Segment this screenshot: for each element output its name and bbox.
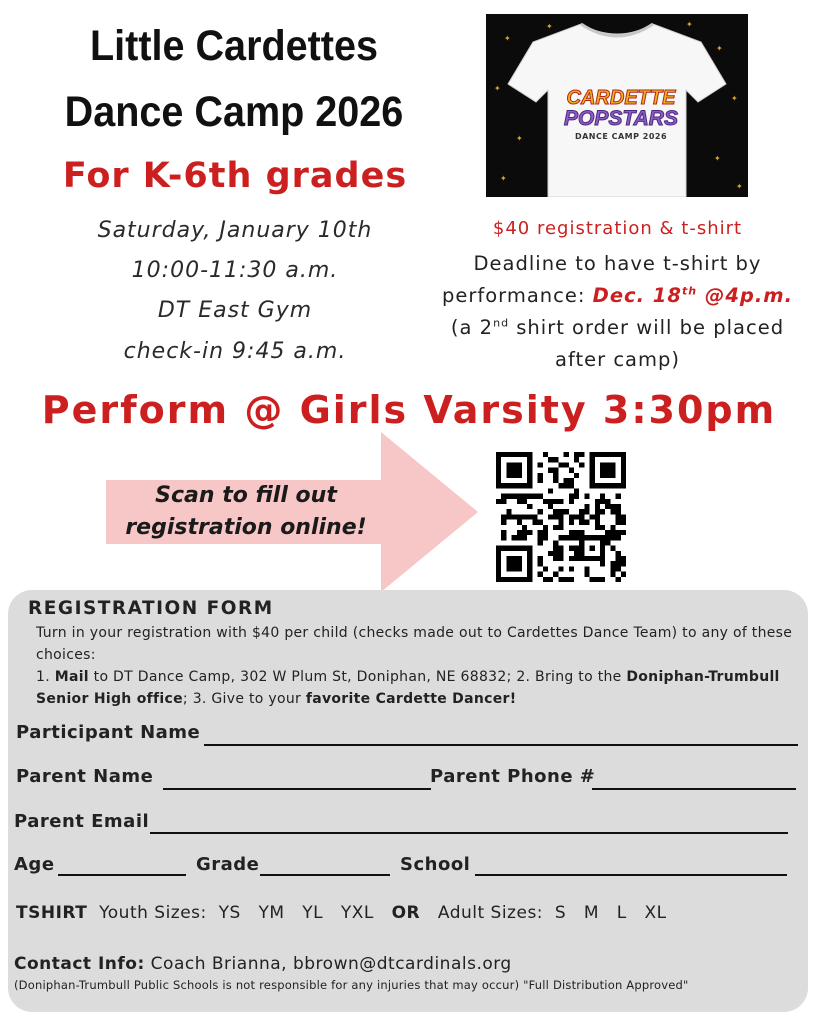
second-order-sup: nd (493, 316, 510, 330)
parent-name-line[interactable] (163, 788, 431, 790)
size-s[interactable]: S (554, 903, 567, 923)
deadline-date (593, 284, 793, 307)
shirt-logo-line2: POPSTARS (564, 107, 678, 130)
parent-email-line[interactable] (150, 832, 788, 834)
form-intro: Turn in your registration with $40 per child (checks made out to Cardettes Dance Team) to any of these choices: (36, 625, 793, 663)
tshirt-label: TSHIRT (16, 903, 88, 923)
second-order-line-1 (430, 316, 805, 339)
second-order-prefix: (a 2 (450, 316, 494, 339)
contact-text: Coach Brianna, bbrown@dtcardinals.org (144, 954, 512, 974)
participant-name-line[interactable] (204, 744, 798, 746)
school-label: School (400, 854, 471, 875)
shirt-logo (556, 88, 686, 141)
contact-label: Contact Info: (14, 954, 145, 974)
scan-instruction (106, 480, 386, 544)
contact-info (14, 954, 512, 974)
tshirt-sizes-row (16, 903, 667, 923)
second-order-rest: shirt order will be placed (509, 316, 785, 339)
qr-code[interactable] (496, 452, 626, 582)
youth-sizes-label: Youth Sizes: (99, 903, 207, 923)
registration-price: $40 registration & t-shirt (492, 218, 743, 239)
size-l[interactable]: L (616, 903, 627, 923)
second-order-line-2: after camp) (555, 348, 680, 371)
form-title: REGISTRATION FORM (28, 598, 274, 619)
scan-line-1: Scan to fill out (155, 483, 337, 508)
grade-line[interactable] (260, 874, 390, 876)
choice2-bold: Doniphan-Trumbull Senior High office (36, 669, 780, 707)
size-ys[interactable]: YS (218, 903, 241, 923)
school-line[interactable] (475, 874, 787, 876)
deadline-time: @4p.m. (697, 284, 793, 307)
parent-email-label: Parent Email (14, 811, 150, 832)
grade-label: Grade (196, 854, 260, 875)
title-line-1: Little Cardettes (90, 22, 378, 70)
age-line[interactable] (58, 874, 186, 876)
deadline-line-1: Deadline to have t-shirt by (473, 252, 762, 275)
participant-name-label: Participant Name (16, 722, 201, 743)
size-xl[interactable]: XL (644, 903, 667, 923)
event-date: Saturday, January 10th (97, 218, 373, 243)
choice1-rest: to DT Dance Camp, 302 W Plum St, Doniphan, NE 68832; 2. Bring to the (88, 669, 627, 685)
choice1-num: 1. (36, 669, 55, 685)
shirt-logo-line1: CARDETTE (566, 87, 676, 109)
perform-banner: Perform @ Girls Varsity 3:30pm (41, 388, 777, 432)
shirt-logo-line3: DANCE CAMP 2026 (574, 132, 668, 141)
tshirt-image: ✦ ✦ ✦ ✦ ✦ ✦ ✦ ✦ ✦ ✦ CARDETTE POPSTARS DANCE CAMP 2026 (486, 14, 748, 197)
deadline-line-2 (430, 284, 805, 307)
adult-sizes-label: Adult Sizes: (437, 903, 544, 923)
form-instructions (36, 622, 806, 710)
choice3-bold: favorite Cardette Dancer! (305, 691, 517, 707)
choice3-rest: ; 3. Give to your (182, 691, 306, 707)
deadline-date-text: Dec. 18 (592, 284, 682, 307)
deadline-prefix: performance: (441, 284, 593, 307)
parent-name-label: Parent Name (16, 766, 154, 787)
event-time: 10:00-11:30 a.m. (131, 258, 339, 283)
event-location: DT East Gym (157, 298, 313, 323)
event-checkin: check-in 9:45 a.m. (123, 339, 347, 364)
parent-phone-label: Parent Phone # (430, 766, 596, 787)
deadline-date-sup: th (681, 284, 698, 298)
size-m[interactable]: M (583, 903, 600, 923)
size-yl[interactable]: YL (302, 903, 324, 923)
form-choices (36, 666, 806, 710)
age-label: Age (14, 854, 55, 875)
size-ym[interactable]: YM (258, 903, 285, 923)
parent-phone-line[interactable] (592, 788, 796, 790)
scan-line-2: registration online! (125, 515, 367, 540)
disclaimer: (Doniphan-Trumbull Public Schools is not responsible for any injuries that may occur) "Full Distribution Approved" (14, 978, 689, 992)
choice1-bold: Mail (54, 669, 89, 685)
grades-subtitle: For K-6th grades (62, 156, 408, 196)
title-line-2: Dance Camp 2026 (64, 88, 404, 136)
or-label: OR (391, 903, 421, 923)
size-yxl[interactable]: YXL (340, 903, 374, 923)
